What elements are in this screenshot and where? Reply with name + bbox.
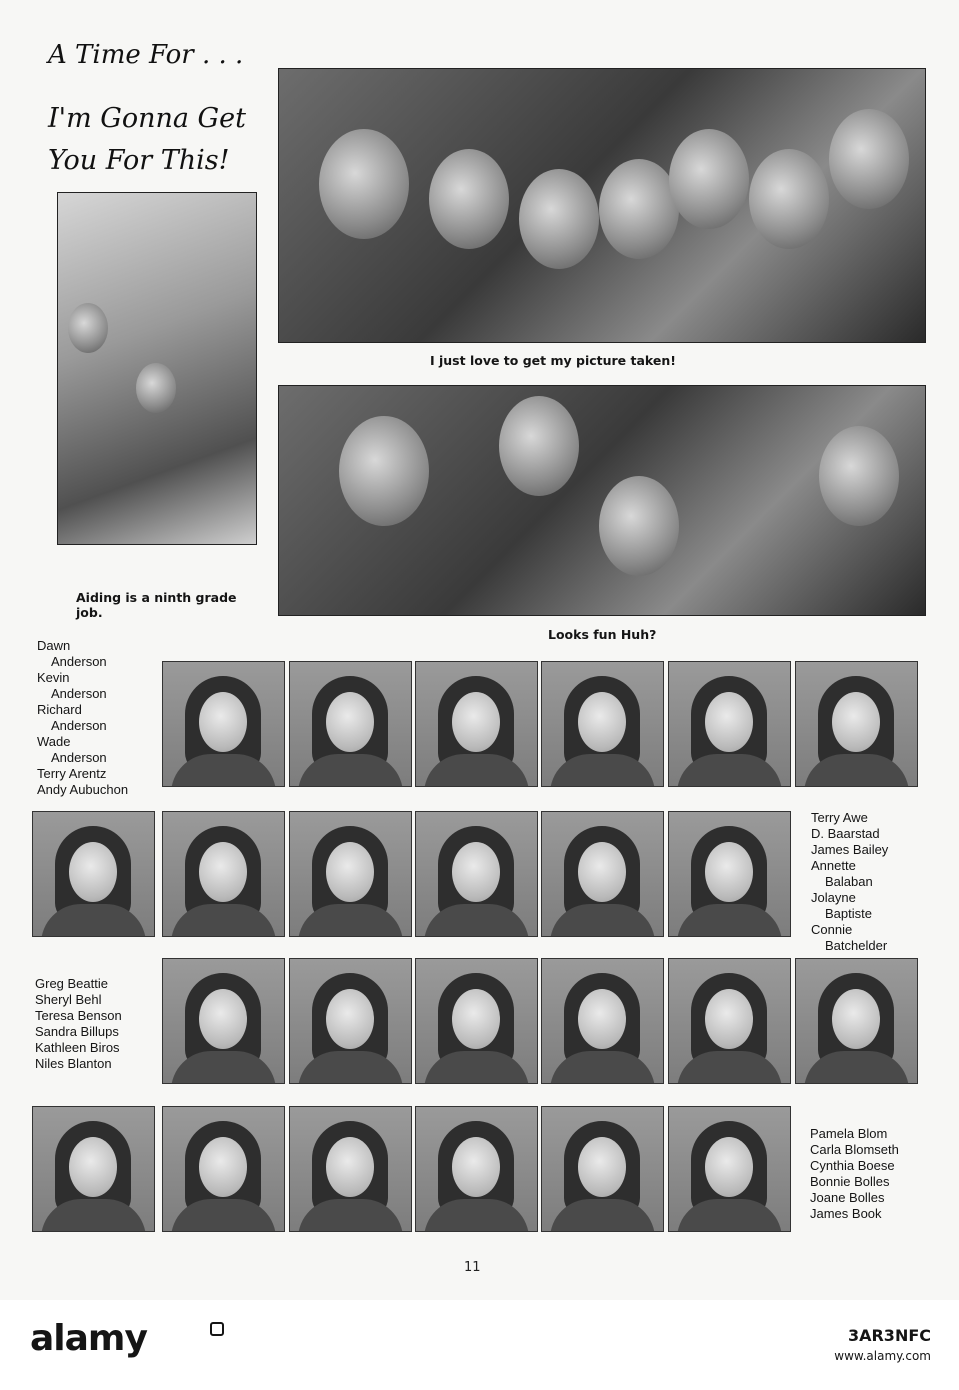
- student-portrait: [289, 958, 412, 1084]
- student-last-name: Balaban: [825, 874, 873, 889]
- image-id: 3AR3NFC: [847, 1326, 931, 1345]
- student-portrait: [541, 958, 664, 1084]
- student-portrait: [795, 958, 918, 1084]
- heading-line-1: A Time For . . .: [48, 40, 244, 70]
- student-name: James Book: [810, 1206, 882, 1221]
- student-portrait: [415, 958, 538, 1084]
- student-portrait: [541, 811, 664, 937]
- student-portrait: [668, 958, 791, 1084]
- student-first-name: Wade: [37, 734, 71, 749]
- office-photo-caption: Aiding is a ninth grade job.: [76, 590, 237, 620]
- student-portrait: [668, 1106, 791, 1232]
- stock-image-id: [834, 1326, 931, 1363]
- student-first-name: Jolayne: [811, 890, 856, 905]
- student-first-name: Kevin: [37, 670, 70, 685]
- names-row-3: [35, 976, 122, 1072]
- heading-line-2: I'm Gonna Get: [48, 103, 246, 134]
- student-first-name: Dawn: [37, 638, 71, 653]
- library-photo-caption: Looks fun Huh?: [548, 627, 657, 642]
- student-name: Joane Bolles: [810, 1190, 885, 1205]
- student-portrait: [289, 1106, 412, 1232]
- page-number: 11: [464, 1260, 481, 1275]
- student-name: Terry Arentz: [37, 766, 107, 781]
- group-photo: [278, 68, 926, 343]
- student-name: Pamela Blom: [810, 1126, 888, 1141]
- student-name: Niles Blanton: [35, 1056, 112, 1071]
- student-portrait: [795, 661, 918, 787]
- student-portrait: [668, 661, 791, 787]
- student-name: Greg Beattie: [35, 976, 108, 991]
- student-name: Bonnie Bolles: [810, 1174, 890, 1189]
- student-portrait: [541, 1106, 664, 1232]
- names-row-1: [37, 638, 128, 798]
- student-portrait: [415, 1106, 538, 1232]
- student-name: Cynthia Boese: [810, 1158, 895, 1173]
- student-first-name: Annette: [811, 858, 856, 873]
- student-portrait: [162, 811, 285, 937]
- alamy-logo-icon: [210, 1322, 224, 1336]
- student-portrait: [162, 1106, 285, 1232]
- student-last-name: Baptiste: [825, 906, 872, 921]
- student-name: Carla Blomseth: [810, 1142, 899, 1157]
- student-portrait: [541, 661, 664, 787]
- names-row-2: [811, 810, 888, 954]
- stock-url: www.alamy.com: [834, 1349, 931, 1363]
- student-last-name: Anderson: [51, 718, 107, 733]
- student-first-name: Connie: [811, 922, 853, 937]
- group-photo-caption: I just love to get my picture taken!: [430, 353, 676, 368]
- student-name: D. Baarstad: [811, 826, 880, 841]
- student-portrait: [32, 1106, 155, 1232]
- student-portrait: [162, 958, 285, 1084]
- student-name: Andy Aubuchon: [37, 782, 129, 797]
- names-row-4: [810, 1126, 899, 1222]
- student-portrait: [162, 661, 285, 787]
- student-portrait: [415, 811, 538, 937]
- student-name: Sandra Billups: [35, 1024, 119, 1039]
- student-portrait: [415, 661, 538, 787]
- student-last-name: Batchelder: [825, 938, 888, 953]
- library-photo: [278, 385, 926, 616]
- student-last-name: Anderson: [51, 750, 107, 765]
- student-name: Kathleen Biros: [35, 1040, 120, 1055]
- heading-line-3: You For This!: [48, 145, 230, 176]
- student-name: Terry Awe: [811, 810, 868, 825]
- student-portrait: [289, 811, 412, 937]
- student-portrait: [32, 811, 155, 937]
- student-name: Sheryl Behl: [35, 992, 102, 1007]
- alamy-logo: alamy: [30, 1318, 147, 1359]
- student-portrait: [668, 811, 791, 937]
- student-portrait: [289, 661, 412, 787]
- student-name: James Bailey: [811, 842, 889, 857]
- student-first-name: Richard: [37, 702, 82, 717]
- office-photo: [57, 192, 257, 545]
- student-last-name: Anderson: [51, 686, 107, 701]
- student-name: Teresa Benson: [35, 1008, 122, 1023]
- student-last-name: Anderson: [51, 654, 107, 669]
